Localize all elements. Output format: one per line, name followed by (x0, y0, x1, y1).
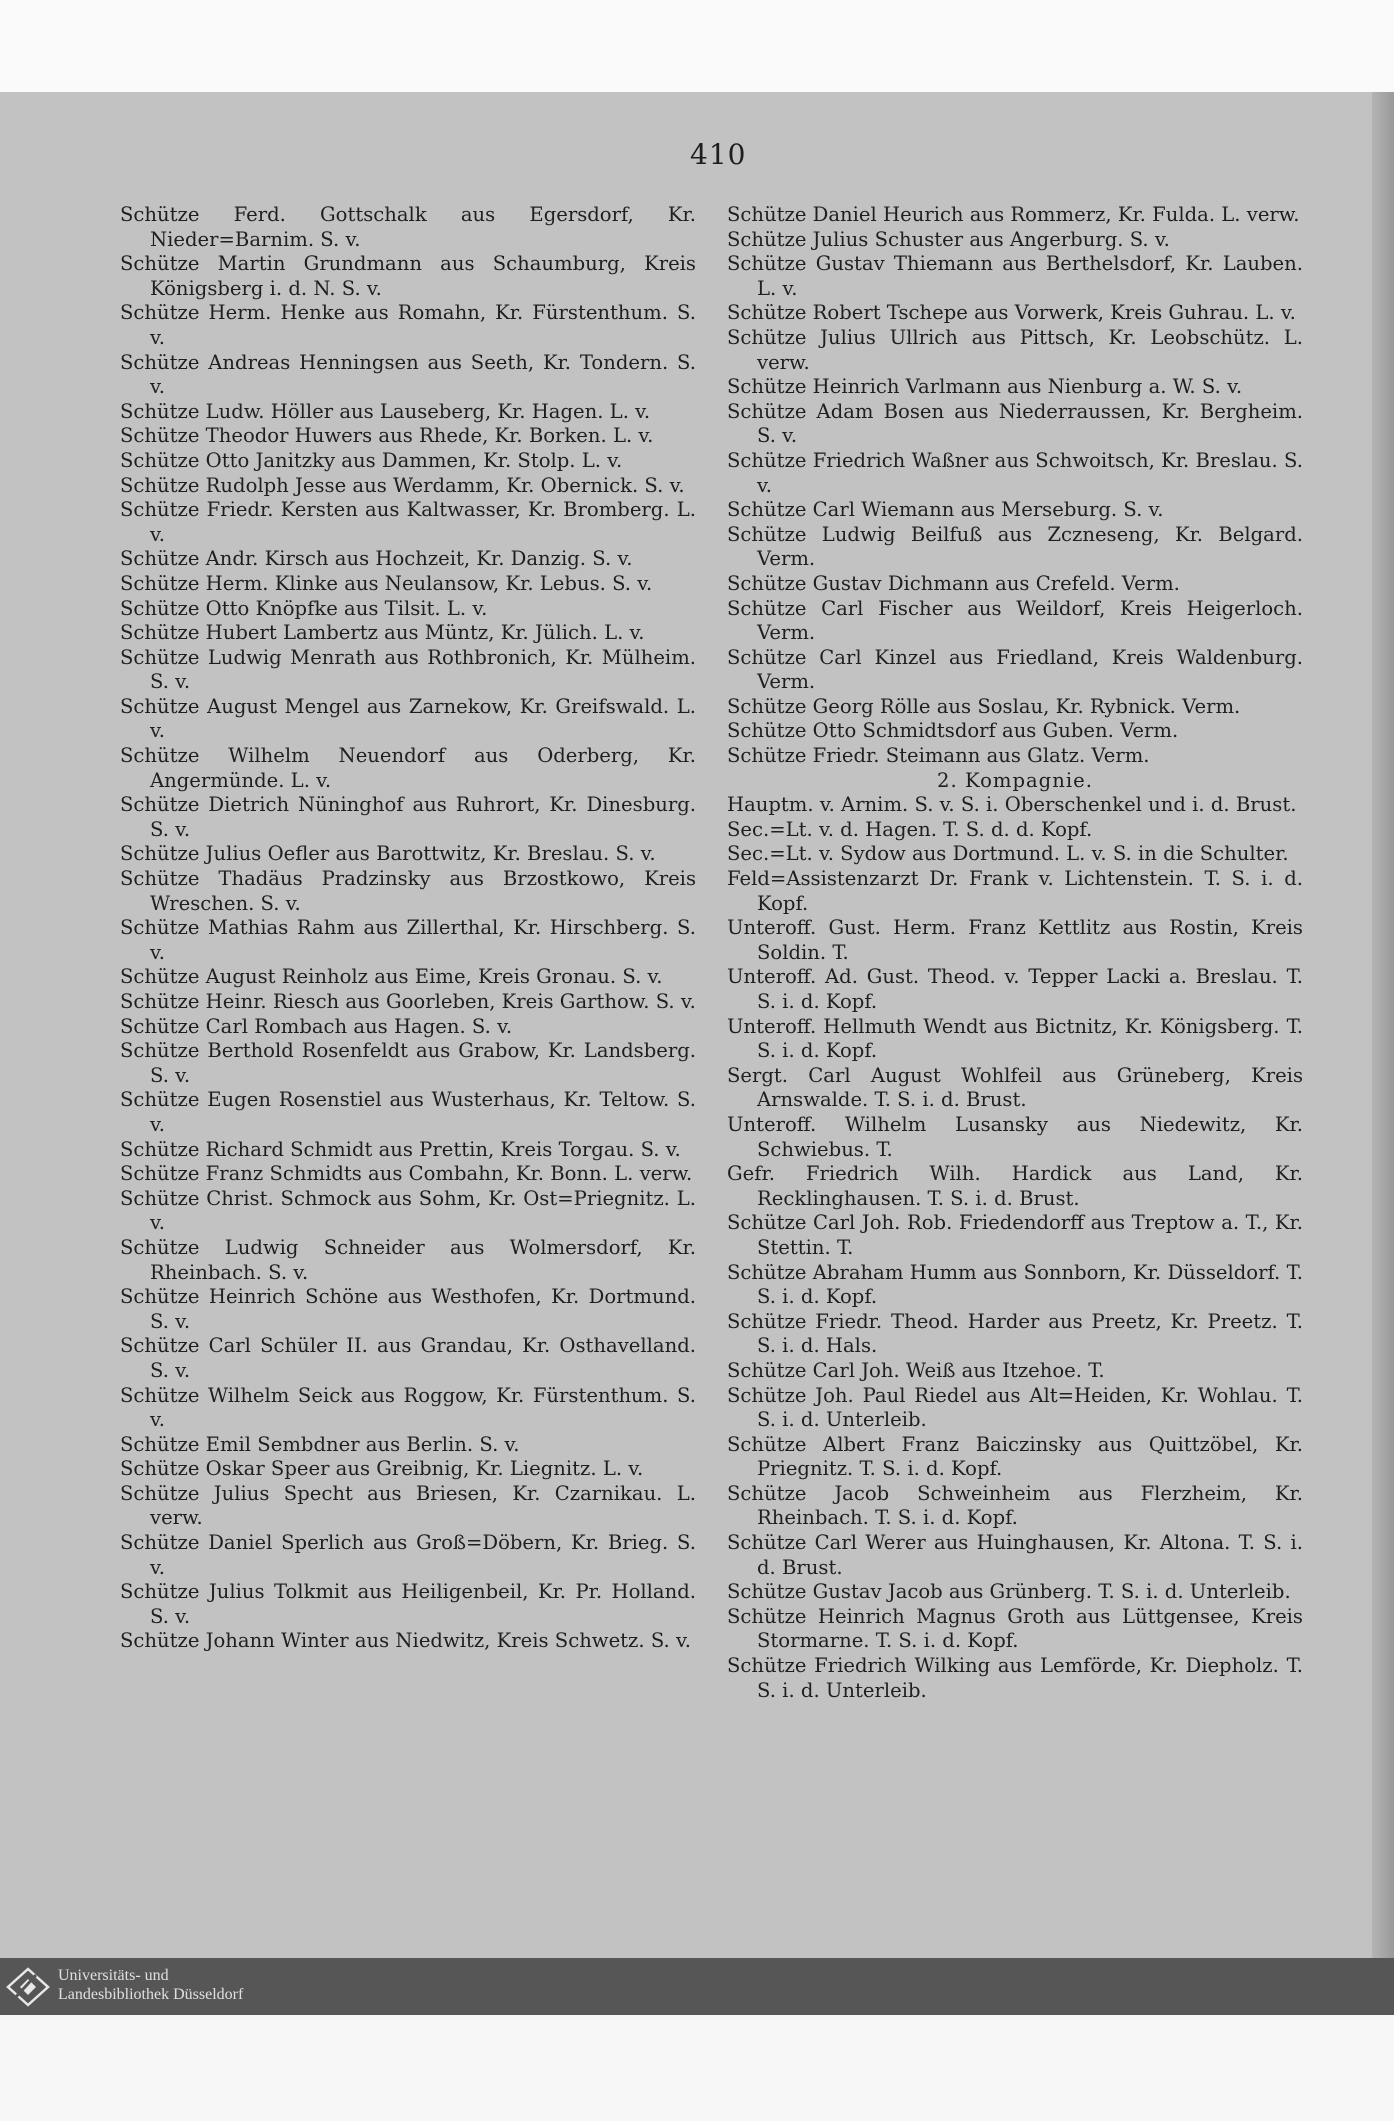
casualty-entry: Schütze Friedr. Steimann aus Glatz. Verm. (727, 744, 1150, 768)
library-logo-icon (6, 1967, 50, 2007)
library-footer (0, 1958, 1394, 2015)
casualty-entry: Schütze Heinr. Riesch aus Goorleben, Kreis Garthow. S. v. (120, 990, 696, 1013)
casualty-entry: Schütze Berthold Rosenfeldt aus Grabow, Kr. Landsberg. S. v. (120, 1039, 696, 1087)
casualty-entry: Schütze Christ. Schmock aus Sohm, Kr. Ost=Priegnitz. L. v. (120, 1186, 696, 1235)
casualty-entry: Schütze Julius Ullrich aus Pittsch, Kr. Leobschütz. L. verw. (727, 325, 1303, 374)
casualty-entry: Schütze Friedrich Wilking aus Lemförde, Kr. Diepholz. T. S. i. d. Unterleib. (727, 1654, 1303, 1702)
casualty-entry: Schütze August Reinholz aus Eime, Kreis Gronau. S. v. (120, 965, 663, 989)
section-heading: 2. Kompagnie. (937, 768, 1093, 792)
casualty-entry: Schütze Heinrich Schöne aus Westhofen, Kr. Dortmund. S. v. (120, 1285, 696, 1333)
casualty-entry: Schütze Gustav Dichmann aus Crefeld. Verm. (727, 571, 1180, 595)
library-name-line1: Universitäts- und (58, 1967, 169, 1984)
casualty-entry: Schütze Herm. Henke aus Romahn, Kr. Fürstenthum. S. v. (120, 301, 696, 349)
casualty-entry: Schütze Carl Werer aus Huinghausen, Kr. Altona. T. S. i. d. Brust. (727, 1531, 1303, 1579)
casualty-entry: Gefr. Friedrich Wilh. Hardick aus Land, Kr. Recklinghausen. T. S. i. d. Brust. (727, 1162, 1303, 1210)
casualty-entry: Schütze Otto Janitzky aus Dammen, Kr. Stolp. L. v. (120, 448, 623, 472)
casualty-entry: Schütze Theodor Huwers aus Rhede, Kr. Borken. L. v. (120, 424, 654, 448)
casualty-entry: Schütze Ludwig Schneider aus Wolmersdorf, Kr. Rheinbach. S. v. (120, 1235, 696, 1284)
casualty-entry: Schütze Herm. Klinke aus Neulansow, Kr. Lebus. S. v. (120, 571, 653, 595)
casualty-entry: Schütze Adam Bosen aus Niederraussen, Kr. Bergheim. S. v. (727, 399, 1303, 448)
casualty-entry: Sec.=Lt. v. d. Hagen. T. S. d. d. Kopf. (727, 817, 1093, 841)
casualty-entry: Schütze Ludwig Menrath aus Rothbronich, Kr. Mülheim. S. v. (120, 645, 696, 694)
casualty-entry: Schütze Emil Sembdner aus Berlin. S. v. (120, 1432, 520, 1456)
casualty-entry: Schütze Eugen Rosenstiel aus Wusterhaus, Kr. Teltow. S. v. (120, 1088, 696, 1136)
casualty-entry: Schütze Carl Joh. Weiß aus Itzehoe. T. (727, 1358, 1105, 1382)
library-name (58, 1966, 243, 2004)
casualty-entry: Schütze Daniel Sperlich aus Groß=Döbern, Kr. Brieg. S. v. (120, 1531, 696, 1579)
casualty-entry: Schütze Johann Winter aus Niedwitz, Kreis Schwetz. S. v. (120, 1629, 691, 1653)
casualty-entry: Schütze Ludw. Höller aus Lauseberg, Kr. Hagen. L. v. (120, 399, 651, 423)
casualty-entry: Schütze Daniel Heurich aus Rommerz, Kr. Fulda. L. verw. (727, 203, 1300, 226)
casualty-entry: Schütze Mathias Rahm aus Zillerthal, Kr. Hirschberg. S. v. (120, 916, 696, 964)
page-number: 410 (690, 138, 747, 171)
casualty-entry: Schütze Julius Oefler aus Barottwitz, Kr. Breslau. S. v. (120, 842, 656, 866)
casualty-entry: Schütze Heinrich Varlmann aus Nienburg a. W. S. v. (727, 375, 1243, 399)
casualty-entry: Schütze Martin Grundmann aus Schaumburg, Kreis Königsberg i. d. N. S. v. (120, 252, 696, 300)
casualty-entry: Schütze Carl Kinzel aus Friedland, Kreis Waldenburg. Verm. (727, 645, 1303, 694)
casualty-entry: Schütze Andr. Kirsch aus Hochzeit, Kr. Danzig. S. v. (120, 547, 633, 571)
casualty-entry: Schütze Otto Knöpfke aus Tilsit. L. v. (120, 596, 488, 620)
left-column (120, 203, 696, 1654)
casualty-entry: Schütze Wilhelm Seick aus Roggow, Kr. Fürstenthum. S. v. (120, 1383, 696, 1432)
casualty-entry: Schütze Thadäus Pradzinsky aus Brzostkowo, Kreis Wreschen. S. v. (120, 867, 696, 915)
casualty-entry: Hauptm. v. Arnim. S. v. S. i. Oberschenkel und i. d. Brust. (727, 793, 1297, 817)
casualty-entry: Schütze Oskar Speer aus Greibnig, Kr. Liegnitz. L. v. (120, 1457, 644, 1481)
casualty-entry: Schütze Franz Schmidts aus Combahn, Kr. Bonn. L. verw. (120, 1162, 693, 1186)
casualty-entry: Unteroff. Wilhelm Lusansky aus Niedewitz, Kr. Schwiebus. T. (727, 1112, 1303, 1161)
casualty-entry: Schütze Carl Fischer aus Weildorf, Kreis Heigerloch. Verm. (727, 596, 1303, 645)
casualty-entry: Schütze Robert Tschepe aus Vorwerk, Kreis Guhrau. L. v. (727, 301, 1296, 325)
casualty-entry: Schütze Wilhelm Neuendorf aus Oderberg, Kr. Angermünde. L. v. (120, 744, 696, 792)
casualty-entry: Unteroff. Ad. Gust. Theod. v. Tepper Lacki a. Breslau. T. S. i. d. Kopf. (727, 965, 1303, 1013)
library-name-line2: Landesbibliothek Düsseldorf (58, 1986, 244, 2003)
casualty-entry: Sergt. Carl August Wohlfeil aus Grüneberg, Kreis Arnswalde. T. S. i. d. Brust. (727, 1063, 1303, 1112)
casualty-entry: Sec.=Lt. v. Sydow aus Dortmund. L. v. S. in die Schulter. (727, 842, 1289, 866)
casualty-entry: Schütze Jacob Schweinheim aus Flerzheim, Kr. Rheinbach. T. S. i. d. Kopf. (727, 1481, 1303, 1530)
top-margin (0, 0, 1394, 92)
casualty-entry: Unteroff. Hellmuth Wendt aus Bictnitz, Kr. Königsberg. T. S. i. d. Kopf. (727, 1014, 1303, 1063)
casualty-entry: Schütze Andreas Henningsen aus Seeth, Kr. Tondern. S. v. (120, 350, 696, 399)
casualty-entry: Schütze Otto Schmidtsdorf aus Guben. Verm. (727, 719, 1179, 743)
casualty-entry: Schütze Hubert Lambertz aus Müntz, Kr. Jülich. L. v. (120, 621, 645, 645)
casualty-entry: Schütze Ferd. Gottschalk aus Egersdorf, Kr. Nieder=Barnim. S. v. (120, 203, 696, 251)
casualty-entry: Schütze Friedr. Kersten aus Kaltwasser, Kr. Bromberg. L. v. (120, 498, 696, 546)
casualty-entry: Schütze Julius Tolkmit aus Heiligenbeil, Kr. Pr. Holland. S. v. (120, 1580, 696, 1628)
casualty-entry: Schütze Julius Specht aus Briesen, Kr. Czarnikau. L. verw. (120, 1481, 696, 1530)
casualty-entry: Schütze Rudolph Jesse aus Werdamm, Kr. Obernick. S. v. (120, 473, 685, 497)
casualty-entry: Schütze Carl Joh. Rob. Friedendorff aus Treptow a. T., Kr. Stettin. T. (727, 1211, 1303, 1259)
casualty-entry: Schütze Julius Schuster aus Angerburg. S. v. (727, 227, 1170, 251)
casualty-entry: Schütze Richard Schmidt aus Prettin, Kreis Torgau. S. v. (120, 1137, 681, 1161)
casualty-entry: Schütze Georg Rölle aus Soslau, Kr. Rybnick. Verm. (727, 694, 1241, 718)
casualty-entry: Schütze Carl Wiemann aus Merseburg. S. v. (727, 498, 1164, 522)
casualty-entry: Schütze Friedr. Theod. Harder aus Preetz, Kr. Preetz. T. S. i. d. Hals. (727, 1309, 1303, 1358)
casualty-entry: Schütze Friedrich Waßner aus Schwoitsch, Kr. Breslau. S. v. (727, 448, 1303, 497)
casualty-entry: Schütze Carl Schüler II. aus Grandau, Kr. Osthavelland. S. v. (120, 1334, 696, 1382)
casualty-entry: Schütze Dietrich Nüninghof aus Ruhrort, Kr. Dinesburg. S. v. (120, 793, 696, 841)
casualty-entry: Schütze Heinrich Magnus Groth aus Lüttgensee, Kreis Stormarne. T. S. i. d. Kopf. (727, 1604, 1303, 1653)
casualty-entry: Schütze Joh. Paul Riedel aus Alt=Heiden, Kr. Wohlau. T. S. i. d. Unterleib. (727, 1383, 1303, 1432)
casualty-entry: Schütze Ludwig Beilfuß aus Zczneseng, Kr. Belgard. Verm. (727, 522, 1303, 571)
casualty-entry: Schütze Albert Franz Baiczinsky aus Quittzöbel, Kr. Priegnitz. T. S. i. d. Kopf. (727, 1432, 1303, 1481)
casualty-entry: Unteroff. Gust. Herm. Franz Kettlitz aus Rostin, Kreis Soldin. T. (727, 916, 1303, 964)
casualty-entry: Feld=Assistenzarzt Dr. Frank v. Lichtenstein. T. S. i. d. Kopf. (727, 867, 1303, 915)
casualty-entry: Schütze Gustav Thiemann aus Berthelsdorf, Kr. Lauben. L. v. (727, 252, 1303, 300)
page-edge-shadow (1372, 92, 1394, 1958)
right-column (727, 203, 1303, 1703)
casualty-entry: Schütze Abraham Humm aus Sonnborn, Kr. Düsseldorf. T. S. i. d. Kopf. (727, 1260, 1303, 1309)
casualty-entry: Schütze Carl Rombach aus Hagen. S. v. (120, 1014, 513, 1038)
casualty-entry: Schütze August Mengel aus Zarnekow, Kr. Greifswald. L. v. (120, 694, 696, 743)
casualty-entry: Schütze Gustav Jacob aus Grünberg. T. S. i. d. Unterleib. (727, 1580, 1291, 1604)
